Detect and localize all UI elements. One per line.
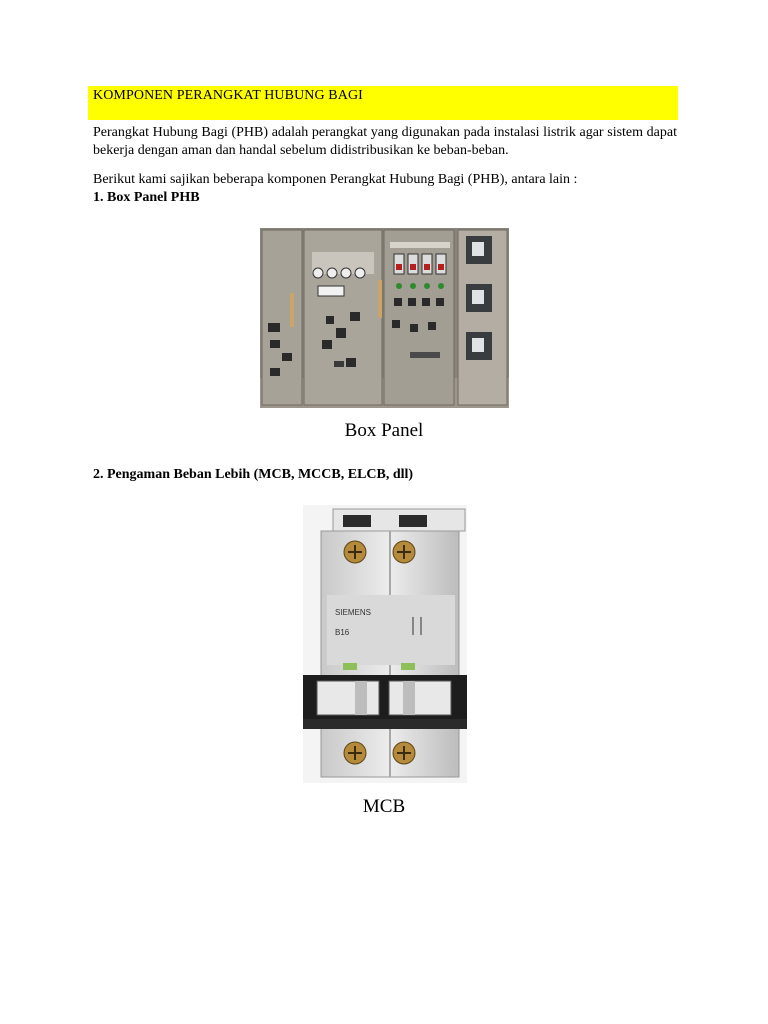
lead-paragraph: Berikut kami sajikan beberapa komponen Perangkat Hubung Bagi (PHB), antara lain :: [93, 172, 578, 187]
title-highlight: [88, 86, 678, 120]
mcb-rating-text: B16: [335, 628, 350, 637]
mcb-brand-text: SIEMENS: [335, 608, 372, 617]
intro-paragraph: Perangkat Hubung Bagi (PHB) adalah perangkat yang digunakan pada instalasi listrik agar sistem dapat bekerja dengan aman dan handal sebelum didistribusikan ke beban-beban.: [93, 125, 677, 158]
mcb-caption: MCB: [362, 796, 406, 817]
box-panel-image: [260, 228, 509, 408]
box-panel-caption: Box Panel: [344, 420, 424, 441]
document-title: KOMPONEN PERANGKAT HUBUNG BAGI: [93, 88, 363, 103]
section-heading-box-panel: 1. Box Panel PHB: [93, 190, 200, 205]
section-heading-protection: 2. Pengaman Beban Lebih (MCB, MCCB, ELCB, dll): [93, 467, 414, 482]
mcb-image: [303, 505, 467, 783]
